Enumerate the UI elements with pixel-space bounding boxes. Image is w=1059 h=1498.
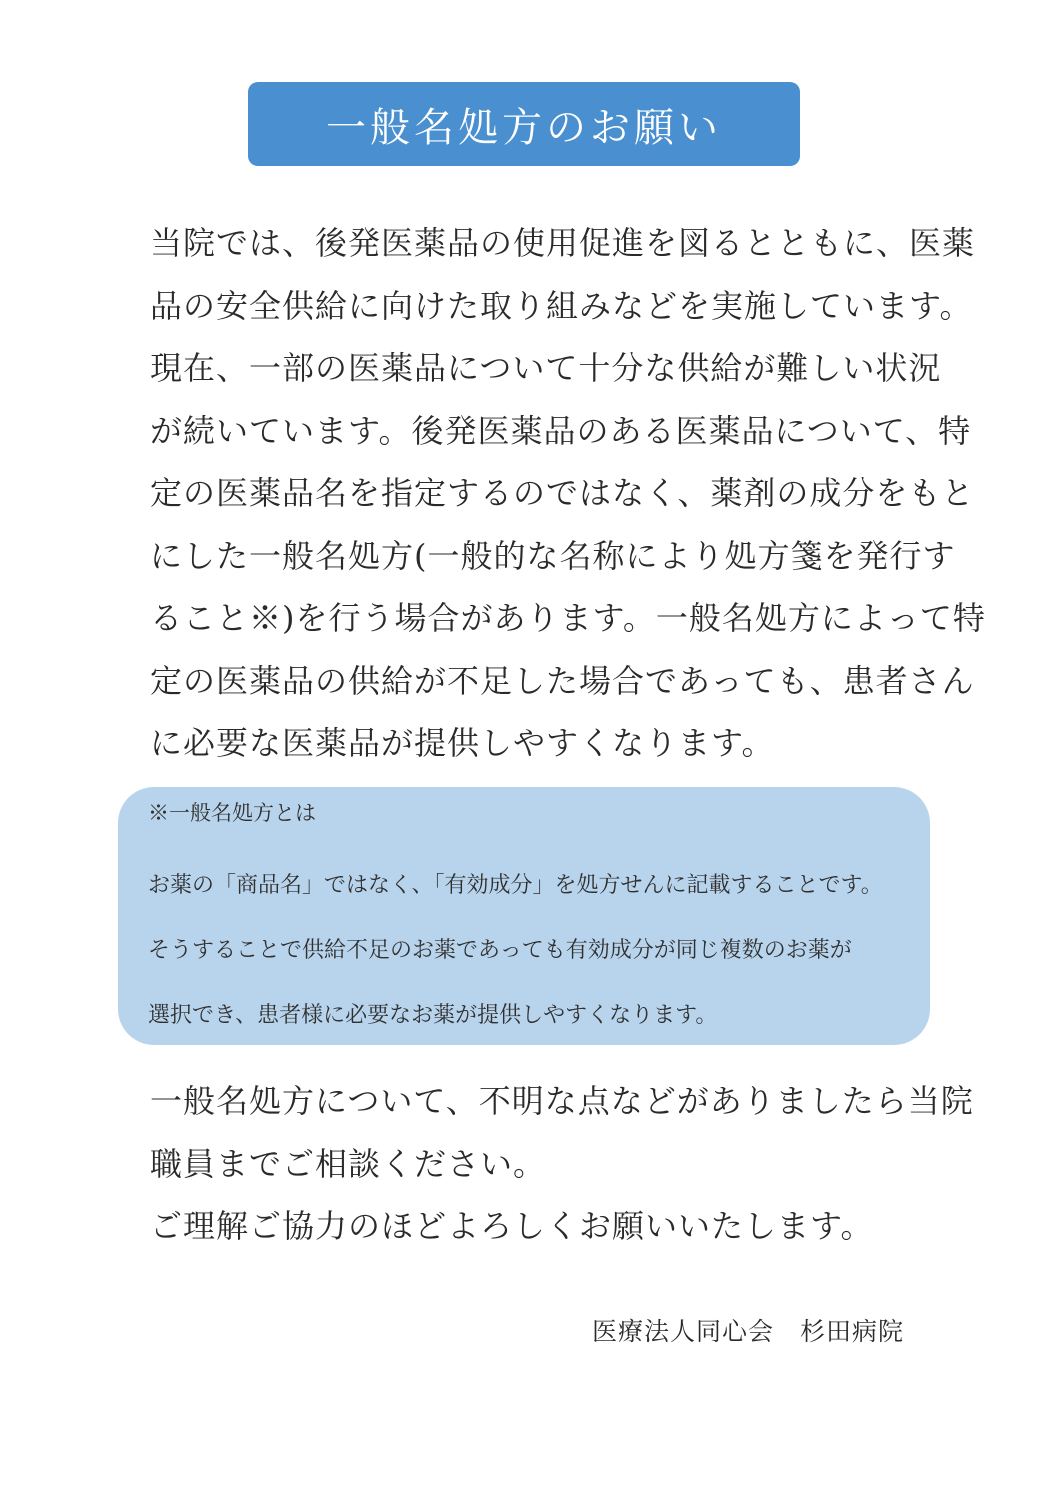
note-body (148, 853, 883, 1048)
note-line: そうすることで供給不足のお薬であっても有効成分が同じ複数のお薬が (148, 938, 852, 963)
page-title: 一般名処方のお願い (326, 104, 722, 151)
intro-paragraph (150, 212, 986, 775)
note-title: ※一般名処方とは (148, 801, 316, 825)
intro-line: 定の医薬品の供給が不足した場合であっても、患者さん (150, 661, 975, 700)
note-line: お薬の「商品名」ではなく、「有効成分」を処方せんに記載することです。 (148, 873, 883, 898)
intro-line: 品の安全供給に向けた取り組みなどを実施しています。 (150, 286, 973, 325)
closing-line: 一般名処方について、不明な点などがありましたら当院 (150, 1082, 974, 1120)
intro-line: 当院では、後発医薬品の使用促進を図るとともに、医薬 (150, 224, 976, 262)
intro-line: にした一般名処方(一般的な名称により処方箋を発行す (150, 536, 956, 575)
note-line: 選択でき、患者様に必要なお薬が提供しやすくなります。 (148, 1003, 718, 1028)
title-banner (248, 82, 800, 166)
intro-line: に必要な医薬品が提供しやすくなります。 (150, 724, 775, 762)
closing-line: ご理解ご協力のほどよろしくお願いいたします。 (150, 1207, 874, 1245)
intro-line: が続いています。後発医薬品のある医薬品について、特 (150, 411, 972, 450)
definition-note-box (118, 787, 930, 1045)
intro-line: 現在、一部の医薬品について十分な供給が難しい状況 (150, 349, 942, 387)
closing-paragraph (150, 1070, 974, 1258)
intro-line: ること※)を行う場合があります。一般名処方によって特 (150, 599, 986, 637)
hospital-signature: 医療法人同心会 杉田病院 (591, 1317, 904, 1346)
intro-line: 定の医薬品名を指定するのではなく、薬剤の成分をもと (150, 474, 975, 512)
closing-line: 職員までご相談ください。 (150, 1144, 547, 1183)
